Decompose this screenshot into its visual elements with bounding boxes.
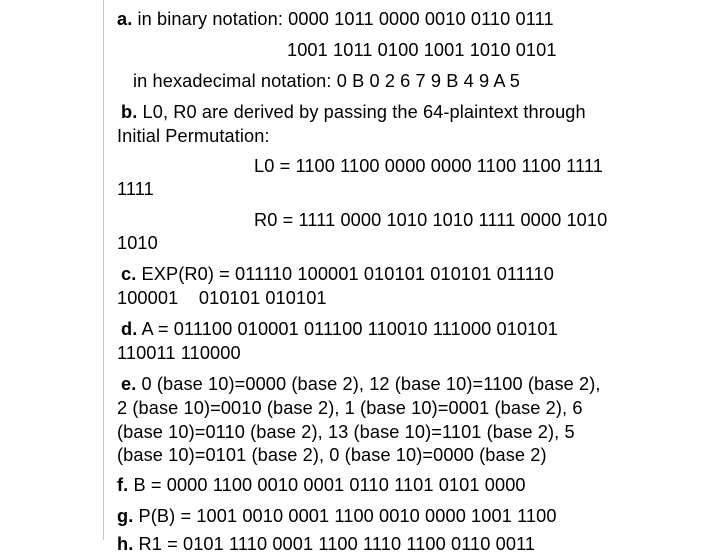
item-d-text-1: A = 011100 010001 011100 110010 111000 010101 bbox=[137, 319, 558, 339]
item-d-label: d. bbox=[121, 319, 138, 339]
item-d-line-1 bbox=[121, 318, 558, 340]
item-c-text-1: EXP(R0) = 011110 100001 010101 010101 011110 bbox=[136, 264, 554, 284]
item-h-label: h. bbox=[117, 534, 134, 554]
item-h-text: R1 = 0101 1110 0001 1100 1110 1100 0110 0011 bbox=[133, 534, 536, 554]
item-e-label: e. bbox=[121, 374, 137, 394]
item-c-label: c. bbox=[121, 264, 137, 284]
item-a-line-1 bbox=[117, 8, 554, 30]
item-f-label: f. bbox=[117, 475, 129, 495]
item-b-r0-equation: R0 = 1111 0000 1010 1010 1111 0000 1010 bbox=[254, 210, 608, 230]
item-c-line-1 bbox=[121, 263, 554, 285]
item-f-text: B = 0000 1100 0010 0001 0110 1101 0101 0000 bbox=[128, 475, 526, 495]
item-a-line-2: 1001 1011 0100 1001 1010 0101 bbox=[287, 40, 557, 60]
item-b-line-1 bbox=[121, 101, 586, 123]
item-a-text-1: in binary notation: 0000 1011 0000 0010 0110 0111 bbox=[132, 9, 554, 29]
item-f-line bbox=[117, 474, 526, 496]
item-g-line bbox=[117, 505, 557, 527]
item-g-text: P(B) = 1001 0010 0001 1100 0010 0000 1001 1100 bbox=[133, 506, 557, 526]
item-b-l0-equation: L0 = 1100 1100 0000 0000 1100 1100 1111 bbox=[254, 156, 603, 176]
item-b-line-2: Initial Permutation: bbox=[117, 126, 270, 146]
item-b-label: b. bbox=[121, 102, 138, 122]
item-e-line-4: (base 10)=0101 (base 2), 0 (base 10)=0000 (base 2) bbox=[117, 445, 547, 465]
item-b-text-1: L0, R0 are derived by passing the 64-plaintext through bbox=[137, 102, 586, 122]
item-e-line-3: (base 10)=0110 (base 2), 13 (base 10)=1101 (base 2), 5 bbox=[117, 422, 575, 442]
item-c-line-2: 100001 010101 010101 bbox=[117, 288, 327, 308]
item-a-hex-line: in hexadecimal notation: 0 B 0 2 6 7 9 B 4 9 A 5 bbox=[133, 71, 521, 91]
item-b-l0-continuation: 1111 bbox=[117, 179, 154, 199]
item-e-line-1 bbox=[121, 373, 601, 395]
item-d-line-2: 110011 110000 bbox=[117, 343, 241, 363]
item-b-r0-continuation: 1010 bbox=[117, 233, 158, 253]
item-a-label: a. bbox=[117, 9, 133, 29]
item-h-line bbox=[117, 533, 535, 555]
item-e-line-2: 2 (base 10)=0010 (base 2), 1 (base 10)=0001 (base 2), 6 bbox=[117, 398, 583, 418]
left-divider-line bbox=[103, 0, 104, 540]
item-e-text-1: 0 (base 10)=0000 (base 2), 12 (base 10)=1100 (base 2), bbox=[136, 374, 601, 394]
item-g-label: g. bbox=[117, 506, 134, 526]
